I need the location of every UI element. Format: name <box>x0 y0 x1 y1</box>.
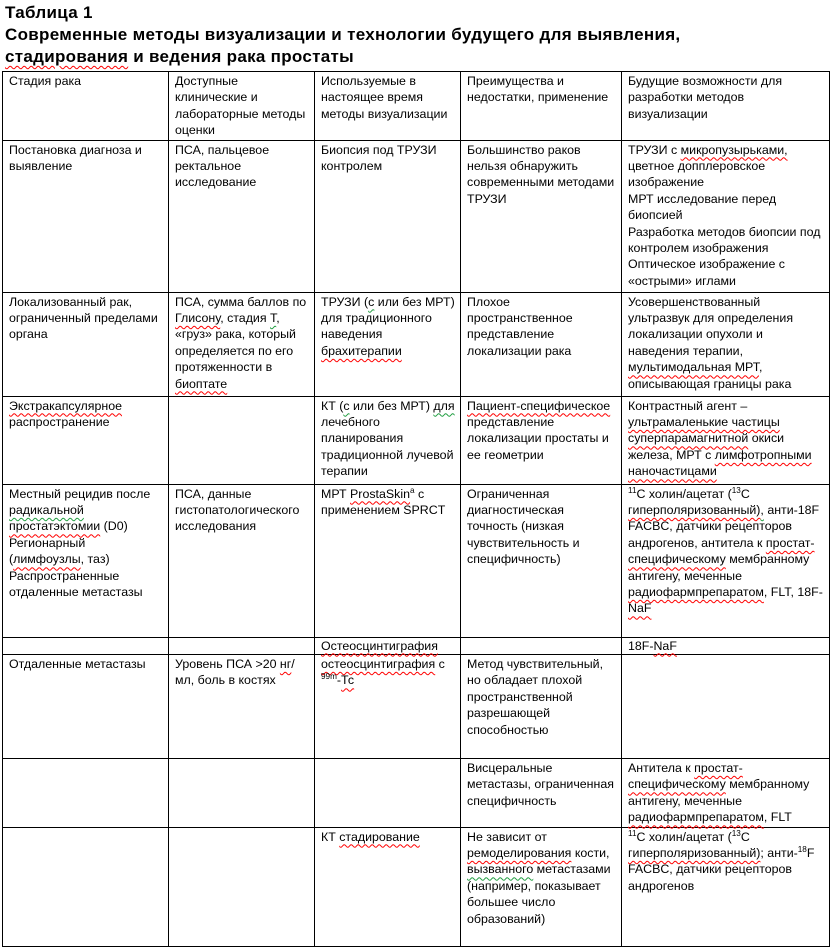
row-localized-cancer <box>3 292 830 396</box>
cell-r7-c2: Уровень ПСА >20 нг/мл, боль в костях <box>169 655 315 759</box>
header-cell-clinical-lab-methods: Доступные клинические и лабораторные методы оценки <box>169 72 315 141</box>
table-title-line1: Современные методы визуализации и технологии будущего для выявления, <box>5 25 681 44</box>
cell-r6-c1 <box>3 637 169 654</box>
cell-r5-c2: ПСА, данные гистопатологического исследования <box>169 484 315 637</box>
cell-r3-c2: ПСА, сумма баллов по Глисону, стадия Т, «груз» рака, который определяется по его протяженности в биоптате <box>169 292 315 396</box>
cell-r2-c5: ТРУЗИ с микропузырьками, цветное допплеровское изображение МРТ исследование перед биопсией Разработка методов биопсии под контролем изображения Оптическое изображение с «острыми» иглами <box>622 140 830 292</box>
cell-r6-c3: Остеосцинтиграфия <box>315 637 461 654</box>
cell-r5-c3: МРТ ProstaSkin$^а$ с применением SPRCT <box>315 484 461 637</box>
cell-r7-c1: Отдаленные метастазы <box>3 655 169 759</box>
cell-r8-c5: Антитела к простат-специфическому мембранному антигену, меченные радиофармпрепаратом, FLT <box>622 759 830 828</box>
cell-r7-c5 <box>622 655 830 759</box>
row-ct-staging <box>3 827 830 946</box>
header-cell-pros-cons: Преимущества и недостатки, применение <box>461 72 622 141</box>
cell-r2-c2: ПСА, пальцевое ректальное исследование <box>169 140 315 292</box>
table-title-line2: стадирования и ведения рака простаты <box>5 47 354 66</box>
cell-r9-c1 <box>3 827 169 946</box>
cell-r4-c5: Контрастный агент – ультрамаленькие частицы суперпарамагнитной окиси железа, МРТ с лимфотропными наночастицами <box>622 396 830 484</box>
table-header-row <box>3 72 830 141</box>
row-local-recurrence <box>3 484 830 637</box>
cell-r3-c1: Локализованный рак, ограниченный пределами органа <box>3 292 169 396</box>
cell-r8-c1 <box>3 759 169 828</box>
header-cell-future-possibilities: Будущие возможности для разработки методов визуализации <box>622 72 830 141</box>
cell-r7-c4: Метод чувствительный, но обладает плохой пространственной разрешающей способностью <box>461 655 622 759</box>
cell-r4-c2 <box>169 396 315 484</box>
cell-r6-c2 <box>169 637 315 654</box>
cell-r5-c1: Местный рецидив после радикальной простатэктомии (D0) Регионарный (лимфоузлы, таз) Распространенные отдаленные метастазы <box>3 484 169 637</box>
cell-r9-c2 <box>169 827 315 946</box>
prostate-imaging-table <box>2 71 830 947</box>
cell-r8-c4: Висцеральные метастазы, ограниченная специфичность <box>461 759 622 828</box>
cell-r2-c3: Биопсия под ТРУЗИ контролем <box>315 140 461 292</box>
cell-r2-c4: Большинство раков нельзя обнаружить современными методами ТРУЗИ <box>461 140 622 292</box>
row-distant-metastases <box>3 655 830 759</box>
cell-r7-c3: остеосцинтиграфия с $^{99m}$-Тс <box>315 655 461 759</box>
cell-r9-c3: КТ стадирование <box>315 827 461 946</box>
cell-r6-c4 <box>461 637 622 654</box>
cell-r5-c4: Ограниченная диагностическая точность (низкая чувствительность и специфичность) <box>461 484 622 637</box>
cell-r4-c4: Пациент-специфическое представление локализации простаты и ее геометрии <box>461 396 622 484</box>
row-visceral-metastases <box>3 759 830 828</box>
cell-r3-c5: Усовершенствованный ультразвук для определения локализации опухоли и наведения терапии, мультимодальная МРТ, описывающая границы рака <box>622 292 830 396</box>
row-extracapsular-spread <box>3 396 830 484</box>
cell-r4-c3: КТ (с или без МРТ) для лечебного планирования традиционной лучевой терапии <box>315 396 461 484</box>
header-cell-current-imaging: Используемые в настоящее время методы визуализации <box>315 72 461 141</box>
header-cell-cancer-stage: Стадия рака <box>3 72 169 141</box>
cell-r2-c1: Постановка диагноза и выявление <box>3 140 169 292</box>
cell-r9-c4: Не зависит от ремоделирования кости, вызванного метастазами (например, показывает большее число образований) <box>461 827 622 946</box>
cell-r8-c3 <box>315 759 461 828</box>
cell-r3-c3: ТРУЗИ (с или без МРТ) для традиционного наведения брахитерапии <box>315 292 461 396</box>
table-caption: Таблица 1 <box>5 3 93 22</box>
row-bone-scintigraphy <box>3 637 830 654</box>
cell-r8-c2 <box>169 759 315 828</box>
row-diagnosis-detection <box>3 140 830 292</box>
cell-r4-c1: Экстракапсулярное распространение <box>3 396 169 484</box>
cell-r6-c5: 18F-NaF <box>622 637 830 654</box>
cell-r9-c5: $^{11}$С холин/ацетат ($^{13}$С гиперполяризованный); анти-$^{18}$F FACBC, датчики рецепторов андрогенов <box>622 827 830 946</box>
cell-r3-c4: Плохое пространственное представление локализации рака <box>461 292 622 396</box>
cell-r5-c5: $^{11}$С холин/ацетат ($^{13}$С гиперполяризованный), анти-18F FACBC, датчики рецепторов андрогенов, антитела к простат-специфическому мембранному антигену, меченные радиофармпрепаратом, FLT, 18F-NaF <box>622 484 830 637</box>
